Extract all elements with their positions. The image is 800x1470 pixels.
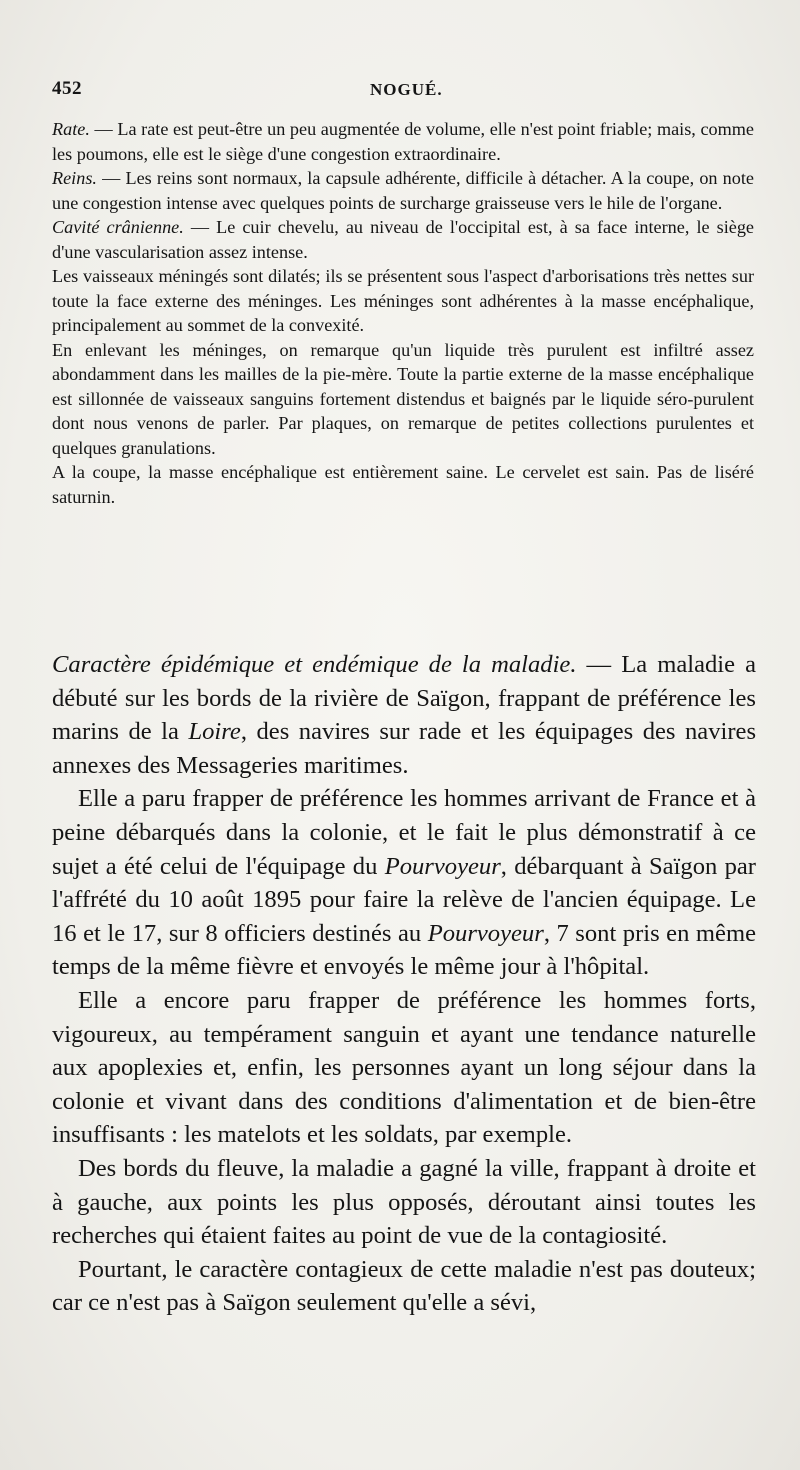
paragraph-cavite-cranienne xyxy=(52,215,754,264)
autopsy-notes-section xyxy=(52,117,754,509)
paragraph-text: Les vaisseaux méningés sont dilatés; ils se présentent sous l'aspect d'arborisations très nettes sur toute la face externe des méninges. Les méninges sont adhérentes à la masse encéphalique, principalement au sommet de la convexité. xyxy=(52,266,754,335)
page-header xyxy=(52,78,752,108)
epidemic-character-section xyxy=(52,648,756,1320)
paragraph-text: En enlevant les méninges, on remarque qu'un liquide très purulent est infiltré assez abondamment dans les mailles de la pie-mère. Toute la partie externe de la masse encéphalique est sillonnée de vaisseaux sanguins fortement distendus et baignés par le liquide séro-purulent dont nous venons de parler. Par plaques, on remarque de petites collections purulentes et quelques granulations. xyxy=(52,339,754,458)
paragraph-epidemic-intro xyxy=(52,648,756,782)
paragraph-spread: Des bords du fleuve, la maladie a gagné la ville, frappant à droite et à gauche, aux points les plus opposés, déroutant ainsi toutes les recherches qui étaient faites au point de vue de la contagiosité. xyxy=(52,1154,756,1250)
paragraph-coupe xyxy=(52,460,754,509)
ship-name-pourvoyeur: Pourvoyeur xyxy=(384,852,501,880)
paragraph-text: — La rate est peut-être un peu augmentée de volume, elle n'est point friable; mais, comme les poumons, elle est le siège d'une congestion extraordinaire. xyxy=(52,119,754,164)
paragraph-contagion: Pourtant, le caractère contagieux de cette maladie n'est pas douteux; car ce n'est pas à Saïgon seulement qu'elle a sévi, xyxy=(52,1255,756,1317)
paragraph-lead: Rate. xyxy=(52,119,90,139)
paragraph-meninges xyxy=(52,338,754,461)
paragraph-reins xyxy=(52,166,754,215)
paragraph-vaisseaux xyxy=(52,264,754,338)
paragraph-text: — La maladie a débuté sur les bords de la rivière de Saïgon, frappant de préférence les marins de la xyxy=(52,651,757,746)
paragraph-rate xyxy=(52,117,754,166)
paragraph-preference: Elle a encore paru frapper de préférence les hommes forts, vigoureux, au tempérament sanguin et ayant une tendance naturelle aux apoplexies et, enfin, les personnes ayant un long séjour dans la colonie et vivant dans des conditions d'alimentation et de bien-être insuffisants : les matelots et les soldats, par exemple. xyxy=(52,986,756,1149)
paragraph-pourvoyeur xyxy=(52,782,756,984)
paragraph-text: — Les reins sont normaux, la capsule adhérente, difficile à détacher. A la coupe, on note une congestion intense avec quelques points de surcharge graisseuse vers le hile de l'organe. xyxy=(52,168,754,213)
paragraph-text: — Le cuir chevelu, au niveau de l'occipital est, à sa face interne, le siège d'une vascularisation assez intense. xyxy=(52,217,754,262)
paragraph-text: , débarquant à Saïgon par l'affrété du 10 août 1895 pour faire la relève de l'ancien équipage. Le 16 et le 17, sur 8 officiers destinés au xyxy=(52,852,756,947)
paragraph-text: A la coupe, la masse encéphalique est entièrement saine. Le cervelet est sain. Pas de liséré saturnin. xyxy=(52,462,754,507)
paragraph-text: , 7 sont pris en même temps de la même fièvre et envoyés le même jour à l'hôpital. xyxy=(52,919,756,981)
paragraph-text: Elle a paru frapper de préférence les hommes arrivant de France et à peine débarqués dans la colonie, et le fait le plus démonstratif à ce sujet a été celui de l'équipage du xyxy=(52,785,756,880)
section-heading: Caractère épidémique et endémique de la maladie. xyxy=(52,651,577,678)
paragraph-lead: Reins. xyxy=(52,168,97,188)
page-number: 452 xyxy=(52,78,82,99)
paragraph-text: , des navires sur rade et les équipages des navires annexes des Messageries maritimes. xyxy=(52,718,757,779)
running-head: NOGUÉ. xyxy=(370,80,443,99)
paragraph-lead: Cavité crânienne. xyxy=(52,217,184,237)
ship-name-loire: Loire xyxy=(188,718,241,746)
ship-name-pourvoyeur: Pourvoyeur xyxy=(427,919,544,947)
